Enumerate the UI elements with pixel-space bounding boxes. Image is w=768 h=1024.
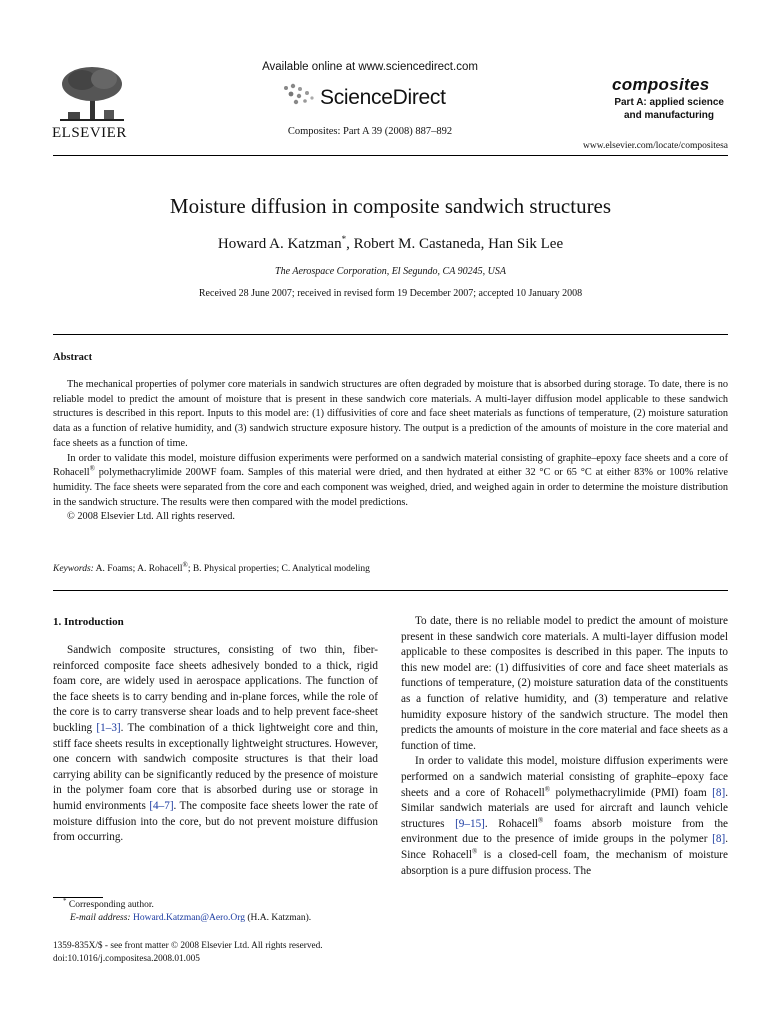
abstract-body bbox=[53, 378, 728, 525]
keywords: Keywords: A. Foams; A. Rohacell®; B. Physical properties; C. Analytical modeling bbox=[53, 560, 370, 574]
header-rule bbox=[53, 155, 728, 156]
intro-paragraph-2: To date, there is no reliable model to predict the amount of moisture present in these sandwich core materials. A multi-layer diffusion model applicable to these composites is described in this paper. The inputs to this new model are: (1) diffusivities of core and face sheet materials as functions of temperature, (2) moisture saturation data of the constituents as a function of relative humidity, and (3) temperature and relative humidity exposure history of the sandwich structure. The model then predicts the amounts of moisture in the core material and face sheets as a function of time. bbox=[401, 615, 728, 752]
footer bbox=[53, 940, 413, 965]
journal-citation: Composites: Part A 39 (2008) 887–892 bbox=[287, 126, 453, 137]
available-online: Available online at www.sciencedirect.com bbox=[262, 61, 478, 73]
doi-line[interactable]: doi:10.1016/j.compositesa.2008.01.005 bbox=[53, 953, 200, 964]
article-title: Moisture diffusion in composite sandwich structures bbox=[169, 194, 612, 218]
intro-paragraph-3: In order to validate this model, moisture diffusion experiments were performed on a sandwich material consisting of graphite–epoxy face sheets and a core of Rohacell® polymethacrylimide (PMI) foam [8]. Similar sandwich materials are used for aircraft and launch vehicle structures [9–15]. Rohacell® foams absorb moisture from the environment due to the presence of imide groups in the polymer [8]. Since Rohacell® is a closed-cell foam, the mechanism of moisture absorption is a pure diffusion process. The bbox=[401, 755, 728, 877]
citation-link[interactable]: [9–15] bbox=[455, 817, 485, 830]
article-authors bbox=[53, 236, 728, 253]
right-column-text bbox=[401, 614, 728, 879]
elsevier-tree-logo bbox=[56, 62, 128, 124]
journal-subtitle-2: and manufacturing bbox=[623, 110, 714, 121]
footnote: * Corresponding author. E-mail address: Howard.Katzman@Aero.Org (H.A. Katzman). bbox=[63, 896, 312, 923]
publisher-name: ELSEVIER bbox=[52, 125, 127, 141]
left-column-text bbox=[53, 643, 378, 846]
issn-line: 1359-835X/$ - see front matter © 2008 Elsevier Ltd. All rights reserved. bbox=[53, 941, 323, 951]
corresponding-star[interactable]: * bbox=[341, 234, 347, 244]
abstract-paragraph-2: In order to validate this model, moisture diffusion experiments were performed on a sandwich material consisting of graphite–epoxy face sheets and a core of Rohacell® polymethacrylimide 200WF foam. Samples of this material were dried, and then hydrated at either 32 °C or 65 °C at either 83% or 100% relative humidity. The face sheets were separated from the core and each component was weighed, dried, and weighed again in order to determine the moisture distribution in the sandwich structure. The results were then compared with the model predictions. bbox=[53, 452, 728, 508]
affiliation: The Aerospace Corporation, El Segundo, CA 90245, USA bbox=[275, 266, 506, 277]
citation-link[interactable]: [8] bbox=[712, 786, 726, 799]
corresponding-author: Corresponding author. bbox=[68, 900, 154, 910]
sciencedirect-dots-icon bbox=[282, 82, 318, 108]
footnote-rule bbox=[53, 897, 103, 898]
received-dates: Received 28 June 2007; received in revised form 19 December 2007; accepted 10 January 2008 bbox=[198, 288, 583, 299]
journal-url[interactable]: www.elsevier.com/locate/compositesa bbox=[582, 141, 728, 151]
citation-link[interactable]: [8] bbox=[712, 833, 726, 846]
author-katzman: Howard A. Katzman bbox=[217, 236, 342, 252]
citation-link[interactable]: [1–3] bbox=[96, 721, 121, 734]
abstract-copyright: © 2008 Elsevier Ltd. All rights reserved. bbox=[67, 511, 235, 523]
author-others: , Robert M. Castaneda, Han Sik Lee bbox=[346, 236, 564, 252]
keywords-rule bbox=[53, 590, 728, 591]
keywords-label: Keywords: bbox=[53, 564, 94, 574]
abstract-heading: Abstract bbox=[53, 352, 93, 363]
intro-paragraph-1: Sandwich composite structures, consisting of two thin, fiber-reinforced composite face sheets adhesively bonded to a thick, rigid foam core, are widely used in aerospace applications. The function of the face sheets is to carry bending and in-plane forces, while the role of the core is to carry transverse shear loads and to help prevent face-sheet buckling [1–3]. The combination of a thick lightweight core and thin, stiff face sheets results in exceptionally lightweight structures. However, one concern with sandwich composite structures is that their load carrying ability can be significantly reduced by the presence of moisture in the polymer foam core that is absorbed during use or storage in humid environments [4–7]. The composite face sheets lower the rate of moisture diffusion into the core, but do not prevent moisture diffusion from occurring. bbox=[53, 644, 378, 844]
sciencedirect-wordmark: ScienceDirect bbox=[320, 86, 446, 109]
author-email-link[interactable]: Howard.Katzman@Aero.Org bbox=[132, 913, 245, 923]
section-heading-introduction: 1. Introduction bbox=[53, 616, 124, 628]
journal-logo: composites bbox=[612, 75, 710, 94]
journal-subtitle-1: Part A: applied science bbox=[614, 97, 724, 108]
title-rule bbox=[53, 334, 728, 335]
abstract-paragraph-1: The mechanical properties of polymer core materials in sandwich structures are often degraded by moisture that is absorbed during storage. To date, there is no reliable model to predict the amount of moisture that is present in these sandwich core materials. A multi-layer diffusion model applicable to these sandwich structures is described in this report. Inputs to this model are: (1) diffusivities of core and face sheet materials as functions of temperature, (2) moisture saturation data as a function of relative humidity, and (3) sandwich structure exposure history. The output is a prediction of the amounts of moisture in the core material and face sheets as a function of time. bbox=[53, 379, 728, 449]
citation-link[interactable]: [4–7] bbox=[149, 799, 174, 812]
